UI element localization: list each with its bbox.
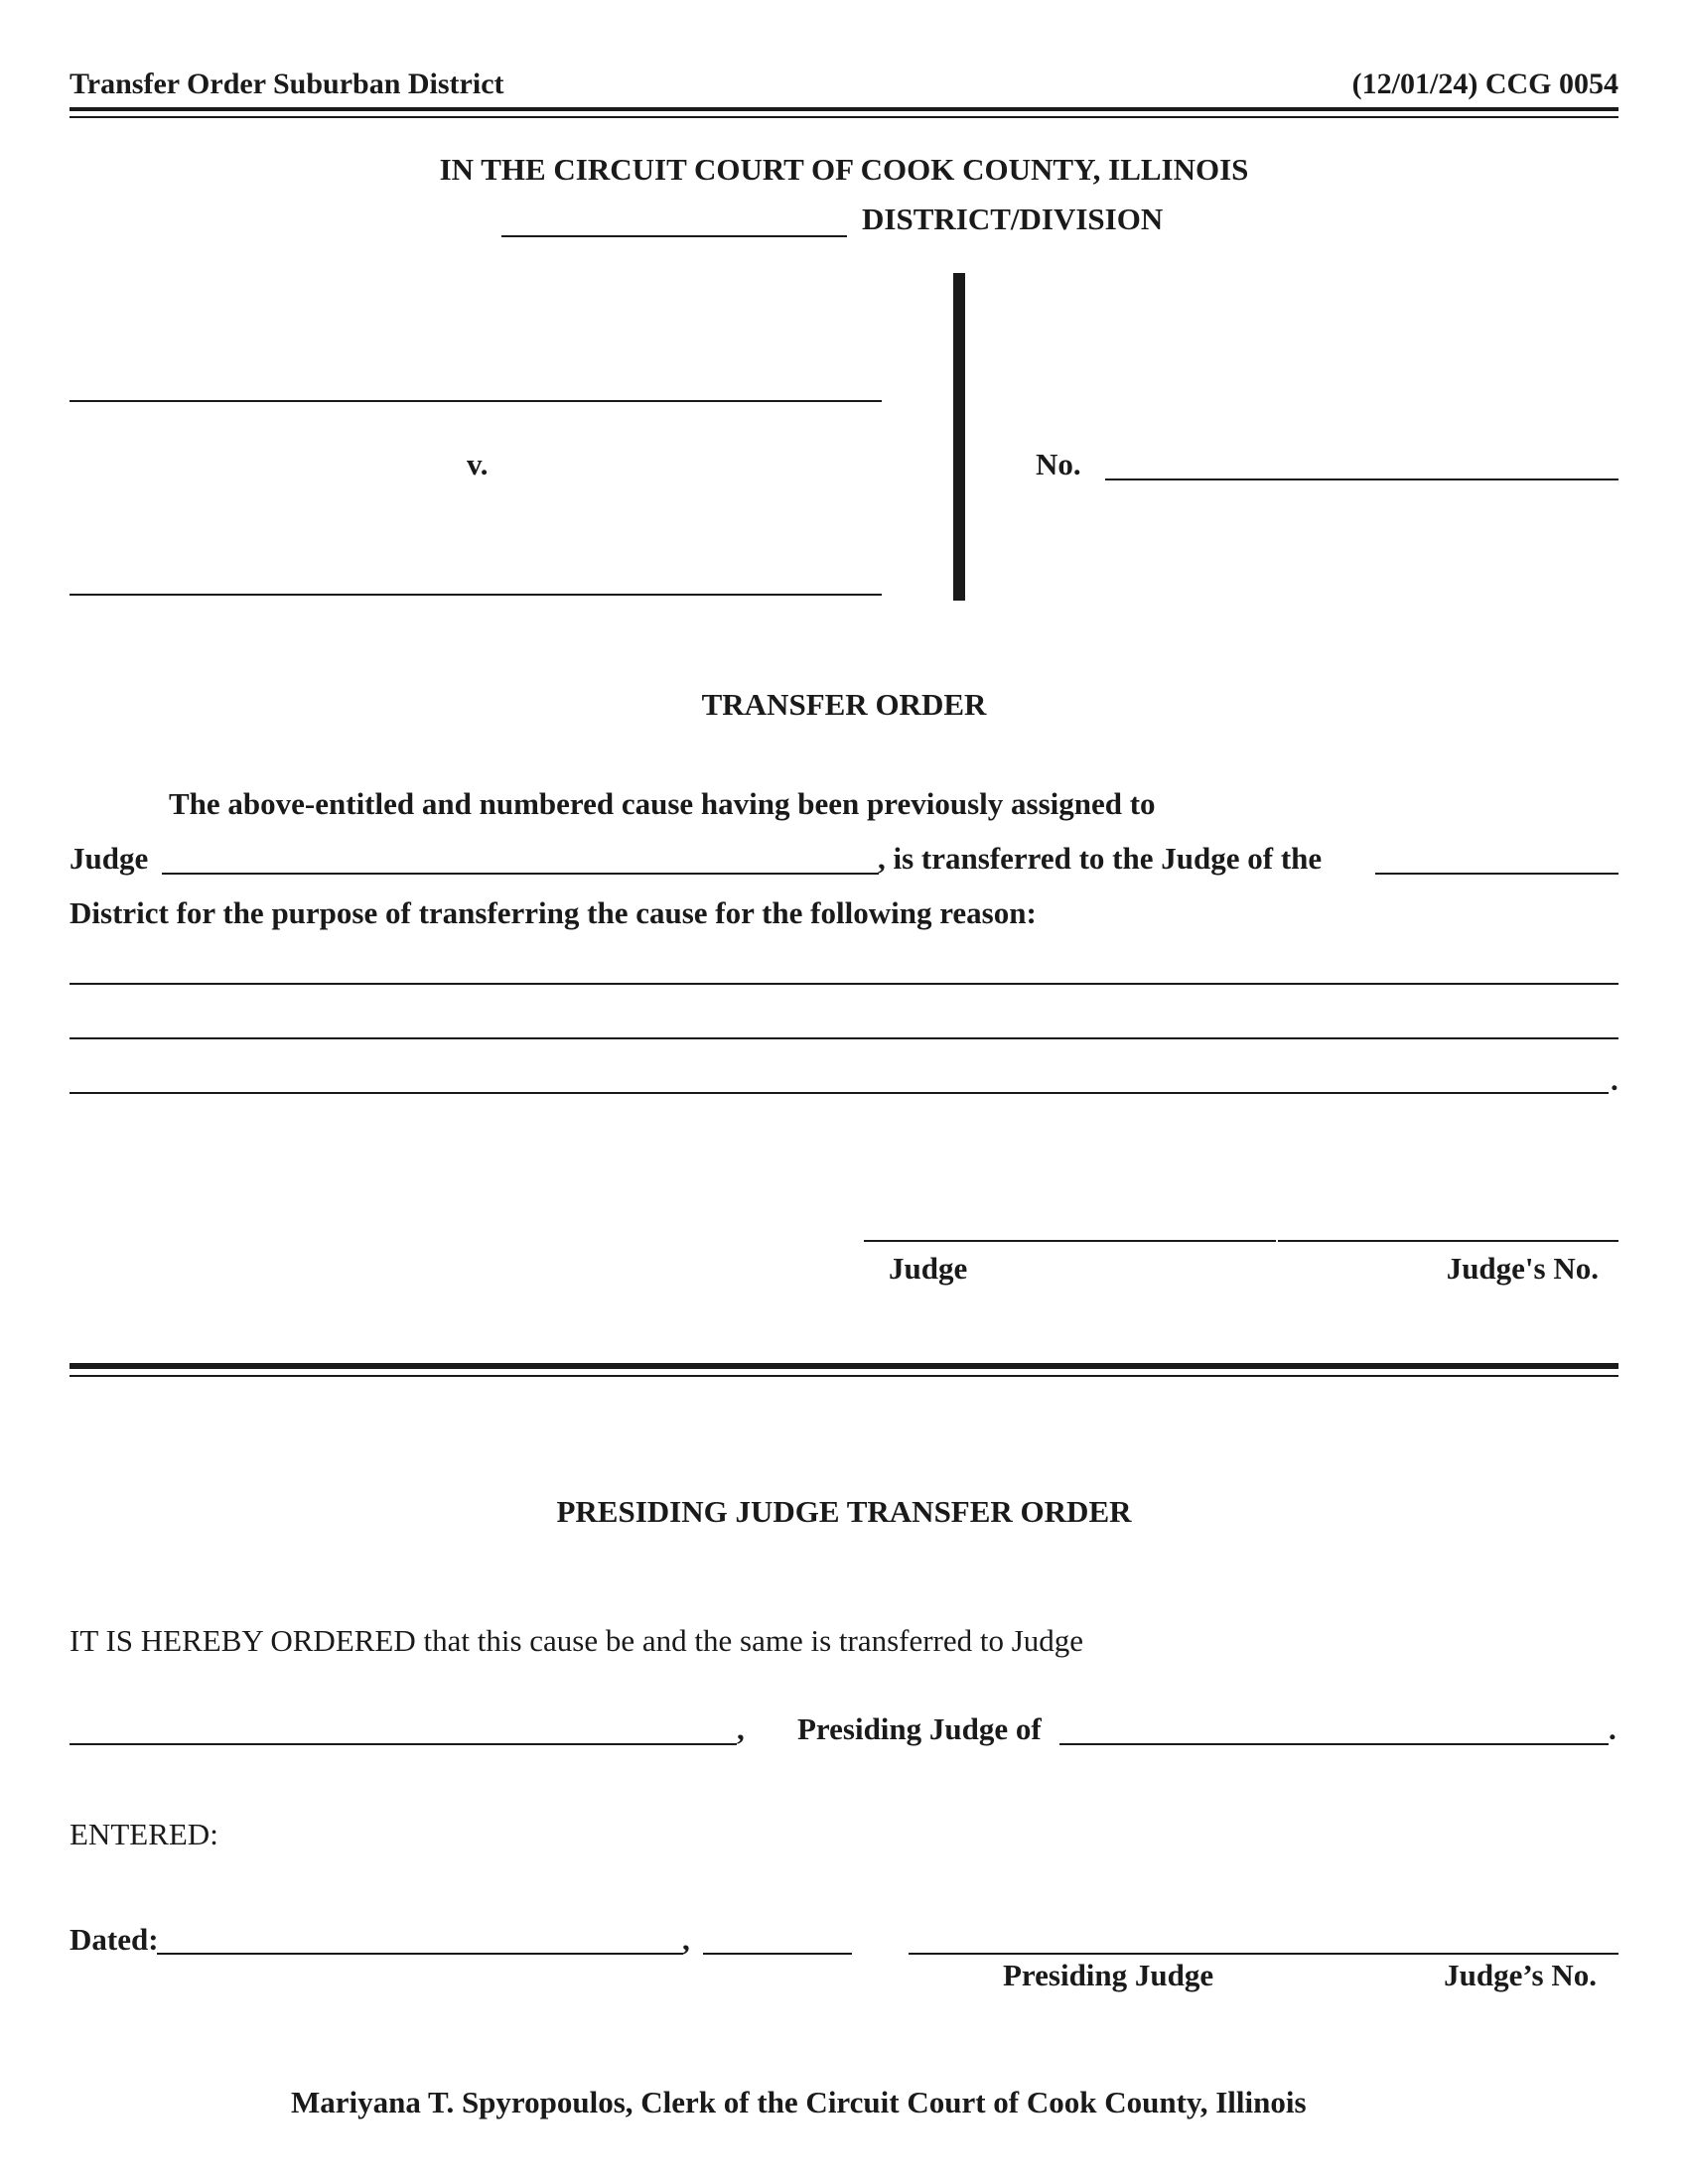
court-title: IN THE CIRCUIT COURT OF COOK COUNTY, ILLINOIS xyxy=(439,152,1249,187)
presiding-judge-no-label: Judge’s No. xyxy=(1444,1958,1597,1992)
dated-label: Dated: xyxy=(70,1922,159,1957)
entered-label: ENTERED: xyxy=(70,1817,218,1851)
header-rule-thick xyxy=(70,107,1618,111)
presiding-judge-of-label: Presiding Judge of xyxy=(797,1711,1042,1746)
clerk-footer: Mariyana T. Spyropoulos, Clerk of the Circuit Court of Cook County, Illinois xyxy=(291,2085,1307,2119)
reason-period: . xyxy=(1611,1062,1618,1097)
transfer-order-title: TRANSFER ORDER xyxy=(701,687,987,722)
judge-signature-field[interactable] xyxy=(864,1240,1276,1242)
section-divider-thin xyxy=(70,1375,1618,1377)
signature-judge-no-label: Judge's No. xyxy=(1446,1251,1599,1286)
form-name: Transfer Order Suburban District xyxy=(70,68,504,100)
presiding-assigned-judge-field[interactable] xyxy=(70,1743,737,1745)
caption-divider xyxy=(953,273,965,601)
form-code: (12/01/24) CCG 0054 xyxy=(1351,68,1618,100)
assigned-judge-field[interactable] xyxy=(162,873,879,875)
header-rule-thin xyxy=(70,116,1618,118)
dated-year-field[interactable] xyxy=(703,1953,852,1955)
judge-label: Judge xyxy=(70,841,149,876)
target-district-field[interactable] xyxy=(1375,873,1618,875)
presiding-judge-label: Presiding Judge xyxy=(1003,1958,1214,1992)
signature-judge-label: Judge xyxy=(889,1251,968,1286)
ordered-text: IT IS HEREBY ORDERED that this cause be and the same is transferred to Judge xyxy=(70,1623,1084,1658)
transfer-paragraph-line3: District for the purpose of transferring the cause for the following reason: xyxy=(70,895,1037,930)
section-divider-thick xyxy=(70,1363,1618,1369)
judge-number-field[interactable] xyxy=(1278,1240,1618,1242)
dated-comma: , xyxy=(682,1922,690,1957)
case-no-label: No. xyxy=(1036,447,1081,481)
dated-field[interactable] xyxy=(157,1953,683,1955)
presiding-district-field[interactable] xyxy=(1059,1743,1609,1745)
plaintiff-field[interactable] xyxy=(70,400,882,402)
presiding-signature-field[interactable] xyxy=(909,1953,1618,1955)
transfer-paragraph-line1: The above-entitled and numbered cause having been previously assigned to xyxy=(169,786,1156,821)
defendant-field[interactable] xyxy=(70,594,882,596)
district-division-field[interactable] xyxy=(501,235,847,237)
district-division-label: DISTRICT/DIVISION xyxy=(862,202,1164,236)
transferred-text: , is transferred to the Judge of the xyxy=(878,841,1323,876)
reason-line-3[interactable] xyxy=(70,1092,1609,1094)
presiding-order-title: PRESIDING JUDGE TRANSFER ORDER xyxy=(556,1494,1132,1529)
presiding-period: . xyxy=(1609,1711,1617,1746)
reason-line-2[interactable] xyxy=(70,1037,1618,1039)
versus-label: v. xyxy=(467,447,489,481)
presiding-comma: , xyxy=(737,1711,745,1746)
case-no-field[interactable] xyxy=(1105,478,1618,480)
reason-line-1[interactable] xyxy=(70,983,1618,985)
